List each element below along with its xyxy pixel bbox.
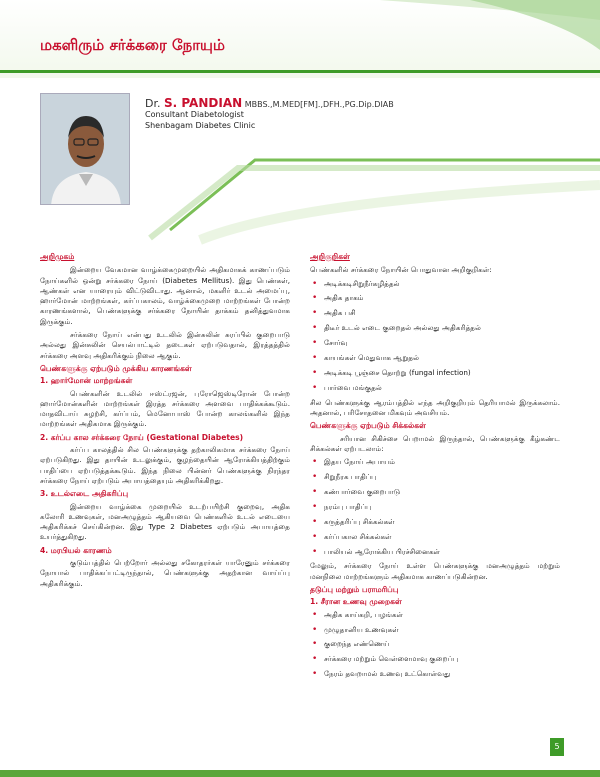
diet-heading: 1. சீரான உணவு முறைகள் (310, 597, 402, 607)
list-item: • கர்ப்பகால சிக்கல்கள் (310, 532, 560, 542)
list-item: • சர்க்கரை மற்றும் வெள்ளைமாவு குறைப்பு (310, 654, 560, 664)
doctor-role: Consultant Diabetologist (145, 110, 244, 119)
list-item: • அதிக பசி (310, 308, 560, 318)
list-item: • அதிக தாகம் (310, 293, 560, 303)
symptoms-note: சில பெண்களுக்கு ஆரம்பத்தில் எந்த அறிகுறியும் தெரியாமல் இருக்கலாம். அதனால், பரிசோதனை மிகவும் அவசியம். (310, 397, 560, 418)
right-column (310, 252, 560, 684)
doctor-name: S. PANDIAN (163, 96, 243, 110)
left-column (40, 252, 290, 592)
symptoms-intro: பெண்களில் சர்க்கரை நோயின் பொதுவான அறிகுறிகள்: (310, 265, 492, 275)
list-item: • திடீர் உடல் எடை குறைதல் அல்லது அதிகரித்தல் (310, 323, 560, 333)
doctor-clinic: Shenbagam Diabetes Clinic (145, 121, 256, 130)
list-item: • அதிக காய்கறி, பழங்கள் (310, 610, 560, 620)
complications-heading: பெண்களுக்கு ஏற்படும் சிக்கல்கள் (310, 421, 427, 431)
cause-1-heading: 1. ஹார்மோன் மாற்றங்கள் (40, 376, 133, 386)
doctor-prefix: Dr. (145, 97, 164, 110)
page-title: மகளிரும் சர்க்கரை நோயும் (40, 36, 225, 54)
list-item: • நேரம் தவறாமல் உணவு உட்கொள்வது (310, 669, 560, 679)
prevention-heading: தடுப்பு மற்றும் பராமரிப்பு (310, 585, 399, 595)
symptoms-list (310, 279, 560, 394)
list-item: • சிறுநீரக பாதிப்பு (310, 472, 560, 482)
list-item: • கருத்தரிப்பு சிக்கல்கள் (310, 517, 560, 527)
intro-paragraph-1: இன்றைய வேகமான வாழ்க்கைமுறையில் அதிகமாகக் காணப்படும் நோய்களில் ஒன்று சர்க்கரை நோய் (Diabetes Mellitus). இது பெண்கள், ஆண்கள் என யாரையும் விட்டுவிடாது. ஆனால், மகளிர் உடல் அமைப்பு, ஹார்மோன் மாற்றங்கள், கர்ப்பகாலம், வாழ்க்கைமுறை மாற்றங்கள் போன்ற காரணங்களால், பெண்களுக்கு சர்க்கரை நோயின் தாக்கம் தனித்துவமாக இருக்கும். (40, 265, 290, 326)
list-item: • காயங்கள் மெதுவாக ஆறுதல் (310, 353, 560, 363)
list-item: • முழுதானிய உணவுகள் (310, 625, 560, 635)
page-number: 5 (550, 738, 564, 756)
causes-heading: பெண்களுக்கு ஏற்படும் முக்கிய காரணங்கள் (40, 363, 192, 373)
cause-4-text: குடும்பத்தில் பெற்றோர் அல்லது சகோதரர்கள் யாரேனும் சர்க்கரை நோயால் பாதிக்கப்பட்டிருந்தால், பெண்களுக்கு அதற்கான வாய்ப்பு அதிகரிக்கும். (40, 558, 290, 588)
list-item: • நரம்பு பாதிப்பு (310, 502, 560, 512)
symptoms-heading: அறிகுறிகள் (310, 252, 350, 261)
list-item: • இதய நோய் அபாயம் (310, 457, 560, 467)
doctor-degrees: MBBS.,M.MED[FM].,DFH.,PG.Dip.DIAB (242, 100, 394, 109)
cause-3-text: இன்றைய வாழ்க்கை முறையில் உடற்பயிற்சி குறைவு, அதிக கலோரி உணவுகள், மனஅழுத்தம் ஆகியவை பெண்களில் உடல் எடையை அதிகரிக்கச் செய்கின்றன. இது Type 2 Diabetes ஏற்படும் அபாயத்தை உயர்த்துகிறது. (40, 501, 290, 542)
list-item: • அடிக்கடிசிறுநீர்கழித்தல் (310, 279, 560, 289)
cause-4-heading: 4. மரபியல் காரணம் (40, 545, 112, 555)
title-underline (0, 70, 600, 73)
list-item: • பார்வை மங்குதல் (310, 383, 560, 393)
intro-heading: அறிமுகம் (40, 252, 75, 261)
doctor-name-line (145, 96, 394, 110)
diet-list (310, 610, 560, 680)
list-item: • அடிக்கடி பூஞ்சை தொற்று (fungal infection) (310, 368, 560, 378)
intro-paragraph-2: சர்க்கரை நோய் என்பது உடலில் இன்சுலின் சுரப்பில் குறைபாடு அல்லது இன்சுலின் செயல்பாட்டில் தடைகள் ஏற்படுவதால், இரத்தத்தில் சர்க்கரை அளவு அதிகரிக்கும் நிலை ஆகும். (40, 330, 290, 360)
complications-note: மேலும், சர்க்கரை நோய் உள்ள பெண்களுக்கு மனஅழுத்தம் மற்றும் மனநிலை மாற்றங்களும் அதிகமாக காணப்படுகின்றன. (310, 561, 560, 581)
list-item: • சோர்வு (310, 338, 560, 348)
complications-intro: சரியான சிகிச்சை பெறாமல் இருந்தால், பெண்களுக்கு கீழ்கண்ட சிக்கல்கள் ஏற்படலாம்: (310, 433, 560, 453)
complications-list (310, 457, 560, 557)
list-item: • குறைந்த எண்ணெய் (310, 639, 560, 649)
list-item: • பாலியல் ஆரோக்கிய பிரச்சினைகள் (310, 547, 560, 557)
cause-2-heading: 2. கர்ப்ப கால சர்க்கரை நோய் (Gestational Diabetes) (40, 432, 244, 442)
cause-1-text: பெண்களின் உடலில் ஈஸ்ட்ரஜன், புரோஜெஸ்டிரோன் போன்ற ஹார்மோன்களின் மாற்றங்கள் இரத்த சர்க்கரை அளவை பாதிக்கக்கூடும். மாதவிடாய் சுழற்சி, கர்ப்பம், மெனோபாஸ் போன்ற காலங்களில் இந்த மாற்றங்கள் அதிகமாக இருக்கும். (40, 388, 290, 429)
bottom-bar (0, 770, 600, 777)
doctor-photo (40, 93, 130, 205)
list-item: • கண்பார்வை குறைபாடு (310, 487, 560, 497)
cause-3-heading: 3. உடல்எடை அதிகரிப்பு (40, 489, 129, 499)
cause-2-text: கர்ப்ப காலத்தில் சில பெண்களுக்கு தற்காலிகமாக சர்க்கரை நோய் ஏற்படுகிறது. இது தாயின் உடலுக்கும், குழந்தையின் ஆரோக்கியத்திற்கும் பாதிப்பை ஏற்படுத்தக்கூடும். இந்த நிலை பின்னர் பெண்களுக்கு நிரந்தர சர்க்கரை நோய் ஏற்படும் அபாயத்தையும் அதிகரிக்கிறது. (40, 445, 290, 485)
